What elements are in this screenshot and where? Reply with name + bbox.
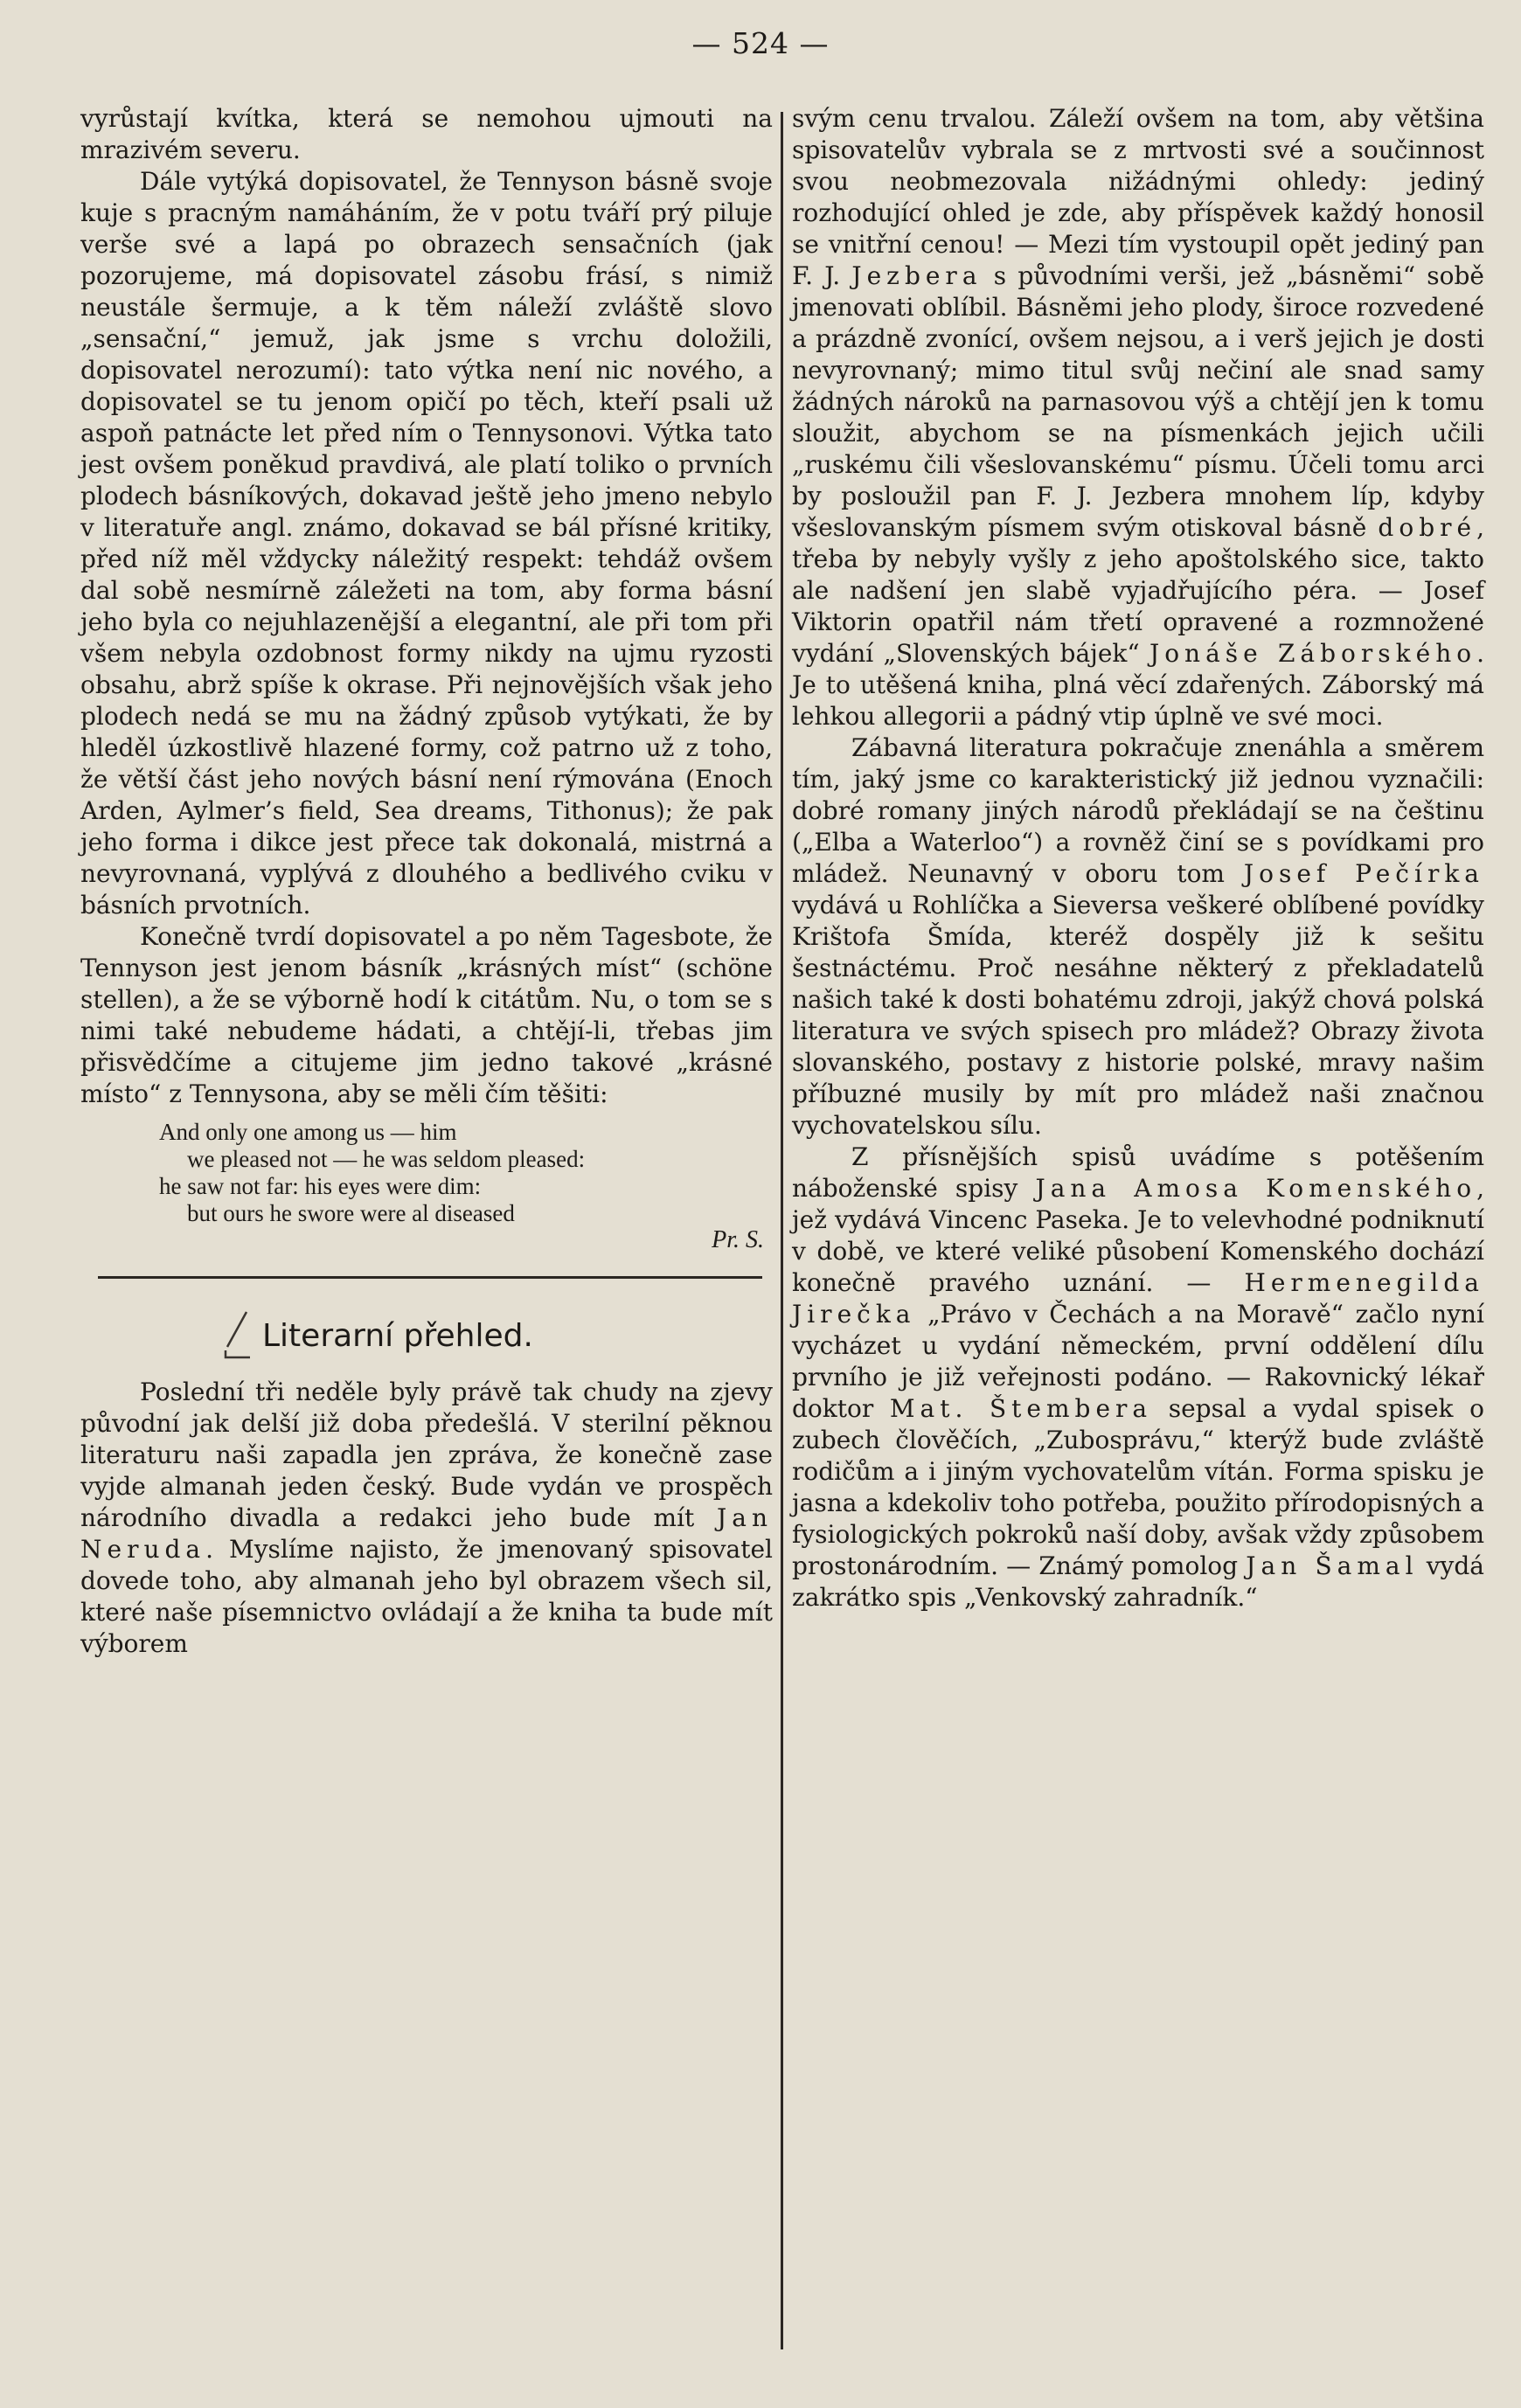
poem-line: but ours he swore were al diseased [187, 1200, 515, 1226]
page-number: — 524 — [691, 26, 830, 60]
person-name: Jan Šamal [1246, 1551, 1419, 1580]
poem-line: And only one among us — him [159, 1119, 457, 1145]
poem-quote [80, 1119, 773, 1227]
person-name: Jezbera [851, 261, 983, 290]
paragraph-right-2: Zábavná literatura pokračuje znenáhla a směrem tím, jaký jsme co karakteristický již jednou vyznačili: dobré romany jiných národů překládají se na češtinu („Elba a Waterloo“) a rovněž činí se s povídkami pro mládež. Neunavný v oboru tom Josef Pečírka vydává u Rohlíčka a Sieversa veškeré oblíbené povídky Krištofa Šmída, kteréž dospěly již k sešitu šestnáctému. Proč nesáhne některý z překladatelů našich také k dosti bohatému zdroji, jakýž chová polská literatura ve svých spisech pro mládež? Obrazy života slovanského, postavy z historie polské, mravy našim příbuzné musily by mít pro mládež naši značnou vychovatelskou sílu. [792, 733, 1484, 1140]
section-rule [98, 1276, 762, 1279]
poem-line: we pleased not — he was seldom pleased: [187, 1146, 586, 1172]
person-name: Jana Amosa Komenského [1035, 1174, 1477, 1203]
person-name: Hermenegilda Jirečka [792, 1268, 1484, 1329]
person-name: Jan Neruda [80, 1503, 773, 1564]
section-title: Literarní přehled. [262, 1318, 533, 1354]
person-name: Josef Pečírka [1243, 859, 1484, 888]
paragraph-left-4: Poslední tři neděle byly právě tak chudy na zjevy původní jak delší již doba předešlá. V sterilní pěknou literaturu naši zapadla jen zpráva, že konečně zase vyjde almanah jeden český. Bude vydán ve prospěch národního divadla a redakci jeho bude mít Jan Neruda. Myslíme najisto, že jmenovaný spisovatel dovede toho, aby almanah jeho byl obrazem všech sil, které naše písemnictvo ovládají a že kniha ta bude mít výborem [80, 1377, 773, 1658]
column-divider [781, 112, 783, 2349]
paragraph-left-1: vyrůstají kvítka, která se nemohou ujmouti na mrazivém severu. [80, 104, 773, 164]
left-column [80, 103, 773, 1660]
bracket-mark-icon [220, 1308, 252, 1363]
paragraph-right-3: Z přísnějších spisů uvádíme s potěšením náboženské spisy Jana Amosa Komenského, jež vydává Vincenc Paseka. Je to velevhodné podniknutí v době, ve které veliké působení Komenského dochází konečně pravého uznání. — Hermenegilda Jirečka „Právo v Čechách a na Moravě“ začlo nyní vycházet u vydání německém, první oddělení dílu prvního je již veřejnosti podáno. — Rakovnický lékař doktor Mat. Štembera sepsal a vydal spisek o zubech člověčích, „Zubosprávu,“ kterýž bude zvláště rodičům a i jiným vychovatelům vítán. Forma spisku je jasna a kdekoliv toho potřeba, použito přírodopisných a fysiologických pokroků naší doby, avšak vždy způsobem prostonárodním. — Známý pomolog Jan Šamal vydá zakrátko spis „Venkovský zahradník.“ [792, 1142, 1484, 1612]
emphasis-word: dobré [1378, 513, 1477, 542]
paragraph-left-3: Konečně tvrdí dopisovatel a po něm Tagesbote, že Tennyson jest jenom básník „krásných míst“ (schöne stellen), a že se výborně hodí k citátům. Nu, o tom se s nimi také nebudeme hádati, a chtějí-li, třebas jim přisvědčíme a citujeme jim jedno takové „krásné místo“ z Tennysona, aby se měli čím těšiti: [80, 922, 773, 1108]
section-heading [80, 1314, 773, 1364]
person-name: Mat. Štembera [889, 1394, 1153, 1423]
paragraph-right-1: svým cenu trvalou. Záleží ovšem na tom, aby většina spisovatelův vybrala se z mrtvosti své a součinnost svou neobmezovala nižádnými ohledy: jediný rozhodující ohled je zde, aby příspěvek každý honosil se vnitřní cenou! — Mezi tím vystoupil opět jediný pan F. J. Jezbera s původními verši, jež „básněmi“ sobě jmenovati oblíbil. Básněmi jeho plody, široce rozvedené a prázdně zvonící, ovšem nejsou, a i verš jejich je dosti nevyrovnaný; mimo titul svůj nečiní ale snad samy žádných nároků na parnasovou výš a chtějí jen k tomu sloužit, abychom se na písmenkách jejich učili „ruskému čili všeslovanskému“ písmu. Účeli tomu arci by posloužil pan F. J. Jezbera mnohem líp, kdyby všeslovanským písmem svým otiskoval básně dobré, třeba by nebyly vyšly z jeho apoštolského sice, takto ale nadšení jen slabě vyjadřujícího péra. — Josef Viktorin opatřil nám třetí opravené a rozmnožené vydání „Slovenských bájek“ Jonáše Záborského. Je to utěšená kniha, plná věcí zdařených. Záborský má lehkou allegorii a pádný vtip úplně ve své moci. [792, 104, 1484, 731]
person-name: Jonáše Záborského [1149, 639, 1477, 668]
poem-line: he saw not far: his eyes were dim: [159, 1173, 482, 1199]
author-signature: Pr. S. [712, 1226, 764, 1253]
right-column [792, 103, 1484, 1613]
paragraph-left-2: Dále vytýká dopisovatel, že Tennyson básně svoje kuje s pracným namáháním, že v potu tváří prý piluje verše své a lapá po obrazech sensačních (jak pozorujeme, má dopisovatel zásobu frásí, s nimiž neustále šermuje, a k těm náleží zvláště slovo „sensační,“ jemuž, jak jsme s vrchu doložili, dopisovatel nerozumí): tato výtka není nic nového, a dopisovatel se tu jenom opičí po těch, kteří psali už aspoň patnácte let před ním o Tennysonovi. Výtka tato jest ovšem poněkud pravdivá, ale platí toliko o prvních plodech básníkových, dokavad ještě jeho jmeno nebylo v literatuře angl. známo, dokavad se bál přísné kritiky, před níž měl vždycky náležitý respekt: tehdáž ovšem dal sobě nesmírně záležeti na tom, aby forma básní jeho byla co nejuhlazenější a elegantní, ale při tom při všem nebyla ozdobnost formy nikdy na ujmu ryzosti obsahu, abrž spíše k okrase. Při nejnovějších však jeho plodech nedá se mu na žádný způsob vytýkati, že by hleděl úzkostlivě hlazené formy, což patrno už z toho, že větší část jeho nových básní není rýmována (Enoch Arden, Aylmer’s field, Sea dreams, Tithonus); že pak jeho forma i dikce jest přece tak dokonalá, mistrná a nevyrovnaná, vyplývá z dlouhého a bedlivého cviku v básních prvotních. [80, 167, 773, 919]
